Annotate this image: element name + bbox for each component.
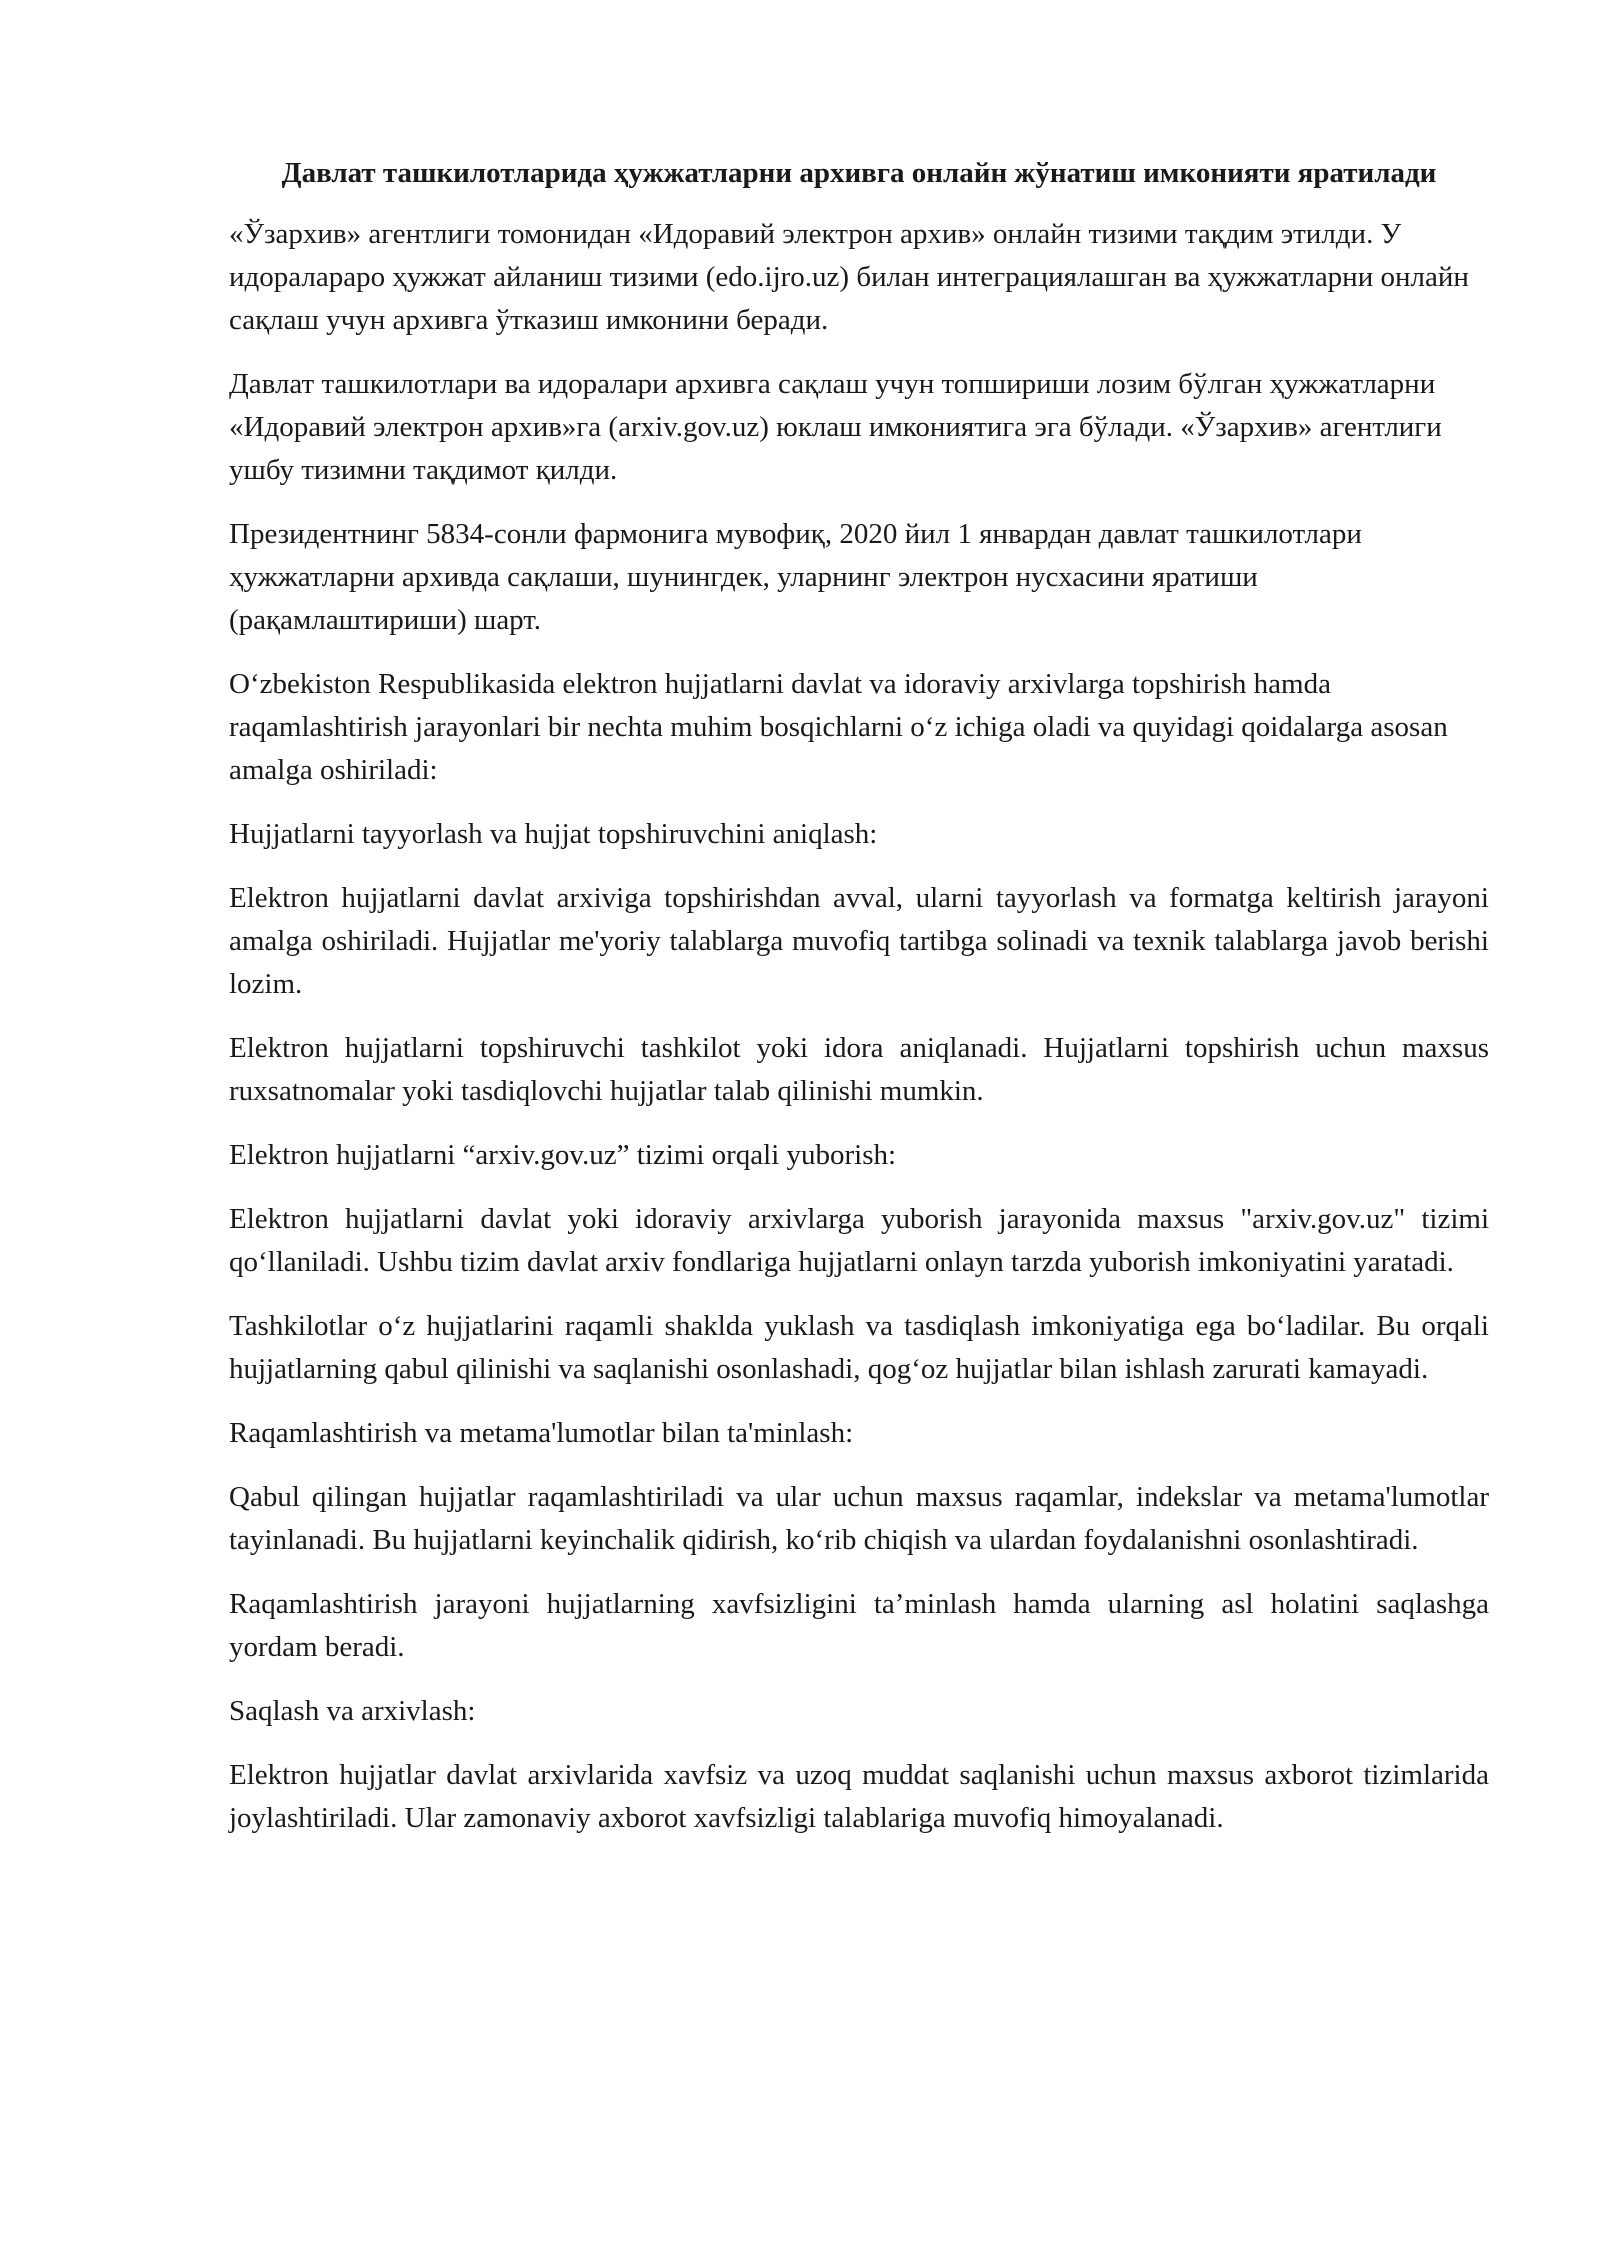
paragraph-submitter-identification: Elektron hujjatlarni topshiruvchi tashkilot yoki idora aniqlanadi. Hujjatlarni topshirish uchun maxsus ruxsatnomalar yoki tasdiqlovchi hujjatlar talab qilinishi mumkin. xyxy=(229,1032,1489,1107)
section-heading-preparation: Hujjatlarni tayyorlash va hujjat topshiruvchini aniqlash: xyxy=(229,818,878,850)
document-page xyxy=(229,152,1489,1861)
paragraph-storage-details: Elektron hujjatlar davlat arxivlarida xavfsiz va uzoq muddat saqlanishi uchun maxsus axborot tizimlarida joylashtiriladi. Ular zamonaviy axborot xavfsizligi talablariga muvofiq himoyalanadi. xyxy=(229,1759,1489,1834)
paragraph-arxiv-system: Elektron hujjatlarni davlat yoki idoraviy arxivlarga yuborish jarayonida maxsus "arxiv.gov.uz" tizimi qoʻllaniladi. Ushbu tizim davlat arxiv fondlariga hujjatlarni onlayn tarzda yuborish imkoniyatini yaratadi. xyxy=(229,1203,1489,1278)
section-heading-sending: Elektron hujjatlarni “arxiv.gov.uz” tizimi orqali yuborish: xyxy=(229,1139,897,1171)
section-heading-digitization: Raqamlashtirish va metama'lumotlar bilan ta'minlash: xyxy=(229,1417,854,1449)
paragraph-uzarxiv-intro: «Ўзархив» агентлиги томонидан «Идоравий электрон архив» онлайн тизими тақдим этилди. У идоралараро ҳужжат айланиш тизими (edo.ijro.uz) билан интеграциялашган ва ҳужжатларни онлайн сақлаш учун архивга ўтказиш имконини беради. xyxy=(229,218,1469,336)
paragraph-upload-capability: Давлат ташкилотлари ва идоралари архивга сақлаш учун топшириши лозим бўлган ҳужжатларни «Идоравий электрон архив»га (arxiv.gov.uz) юклаш имкониятига эга бўлади. «Ўзархив» агентлиги ушбу тизимни тақдимот қилди. xyxy=(229,368,1442,486)
paragraph-stages-overview: Oʻzbekiston Respublikasida elektron hujjatlarni davlat va idoraviy arxivlarga topshirish hamda raqamlashtirish jarayonlari bir nechta muhim bosqichlarni oʻz ichiga oladi va quyidagi qoidalarga asosan amalga oshiriladi: xyxy=(229,668,1448,786)
paragraph-digitization-security: Raqamlashtirish jarayoni hujjatlarning xavfsizligini ta’minlash hamda ularning asl holatini saqlashga yordam beradi. xyxy=(229,1588,1489,1663)
section-heading-storage: Saqlash va arxivlash: xyxy=(229,1695,476,1727)
paragraph-digital-upload: Tashkilotlar oʻz hujjatlarini raqamli shaklda yuklash va tasdiqlash imkoniyatiga ega boʻladilar. Bu orqali hujjatlarning qabul qilinishi va saqlanishi osonlashadi, qogʻoz hujjatlar bilan ishlash zarurati kamayadi. xyxy=(229,1310,1489,1385)
document-title: Давлат ташкилотларида ҳужжатларни архивга онлайн жўнатиш имконияти яратилади xyxy=(281,157,1437,189)
paragraph-metadata-assignment: Qabul qilingan hujjatlar raqamlashtiriladi va ular uchun maxsus raqamlar, indekslar va metama'lumotlar tayinlanadi. Bu hujjatlarni keyinchalik qidirish, koʻrib chiqish va ulardan foydalanishni osonlashtiradi. xyxy=(229,1481,1489,1556)
paragraph-preparation-details: Elektron hujjatlarni davlat arxiviga topshirishdan avval, ularni tayyorlash va formatga keltirish jarayoni amalga oshiriladi. Hujjatlar me'yoriy talablarga muvofiq tartibga solinadi va texnik talablarga javob berishi lozim. xyxy=(229,882,1489,1000)
paragraph-presidential-decree: Президентнинг 5834-сонли фармонига мувофиқ, 2020 йил 1 январдан давлат ташкилотлари ҳужжатларни архивда сақлаши, шунингдек, уларнинг электрон нусхасини яратиши (рақамлаштириши) шарт. xyxy=(229,518,1362,636)
